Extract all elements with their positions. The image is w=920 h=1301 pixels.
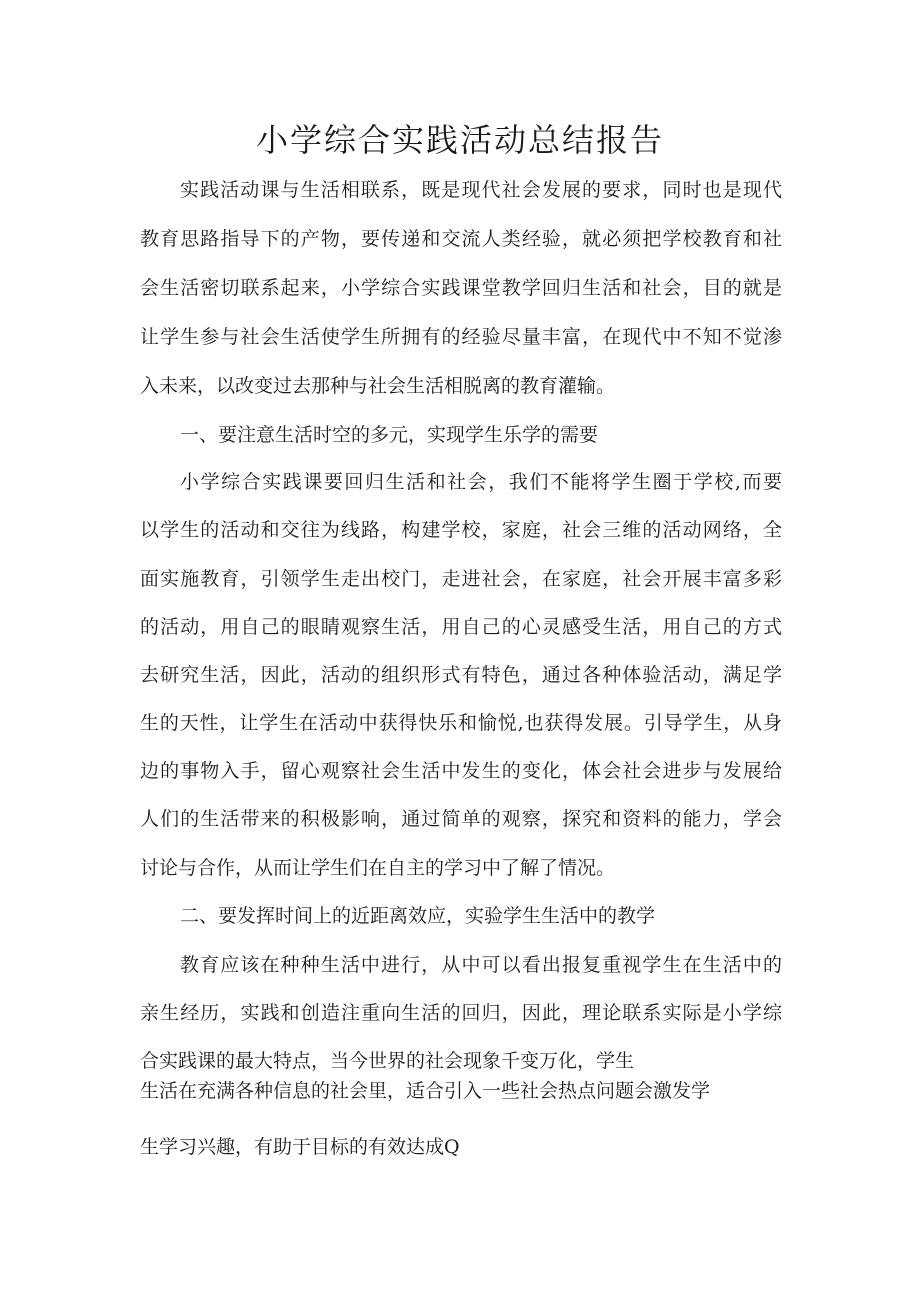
paragraph-line: 面实施教育，引领学生走出校门，走进社会，在家庭，社会开展丰富多彩 xyxy=(140,568,782,590)
paragraph-line: 小学综合实践课要回归生活和社会，我们不能将学生圈于学校,而要 xyxy=(180,471,782,493)
paragraph-line: 实践活动课与生活相联系，既是现代社会发展的要求，同时也是现代 xyxy=(180,179,782,201)
paragraph-line: 生活在充满各种信息的社会里，适合引入一些社会热点问题会激发学 xyxy=(140,1080,711,1102)
paragraph-line: 人们的生活带来的积极影响，通过简单的观察，探究和资料的能力，学会 xyxy=(140,808,782,830)
paragraph-line: 教育应该在种种生活中进行，从中可以看出报复重视学生在生活中的 xyxy=(180,954,782,976)
paragraph-line: 亲生经历，实践和创造注重向生活的回归，因此，理论联系实际是小学综 xyxy=(140,1002,782,1024)
paragraph-line: 去研究生活，因此，活动的组织形式有特色，通过各种体验活动，满足学 xyxy=(140,664,782,686)
paragraph-line: 边的事物入手，留心观察社会生活中发生的变化，体会社会进步与发展给 xyxy=(140,760,782,782)
paragraph-line: 合实践课的最大特点，当今世界的社会现象千变万化，学生 xyxy=(140,1050,635,1072)
paragraph-line: 的活动，用自己的眼睛观察生活，用自己的心灵感受生活，用自己的方式 xyxy=(140,616,782,638)
paragraph-line: 入未来，以改变过去那种与社会生活相脱离的教育灌输。 xyxy=(140,375,616,397)
section-heading-1: 一、要注意生活时空的多元，实现学生乐学的需要 xyxy=(180,424,599,446)
section-heading-2: 二、要发挥时间上的近距离效应，实验学生生活中的教学 xyxy=(180,905,656,927)
paragraph-line: 会生活密切联系起来，小学综合实践课堂教学回归生活和社会，目的就是 xyxy=(140,277,782,299)
paragraph-line: 生学习兴趣，有助于目标的有效达成Q xyxy=(140,1136,460,1158)
document-title: 小学综合实践活动总结报告 xyxy=(255,121,664,159)
paragraph-line: 生的天性，让学生在活动中获得快乐和愉悦,也获得发展。引导学生，从身 xyxy=(140,712,782,734)
paragraph-line: 讨论与合作，从而让学生们在自主的学习中了解了情况。 xyxy=(140,857,616,879)
paragraph-line: 教育思路指导下的产物，要传递和交流人类经验，就必须把学校教育和社 xyxy=(140,228,782,250)
paragraph-line: 以学生的活动和交往为线路，构建学校，家庭，社会三维的活动网络，全 xyxy=(140,519,782,541)
paragraph-line: 让学生参与社会生活使学生所拥有的经验尽量丰富，在现代中不知不觉渗 xyxy=(140,326,782,348)
